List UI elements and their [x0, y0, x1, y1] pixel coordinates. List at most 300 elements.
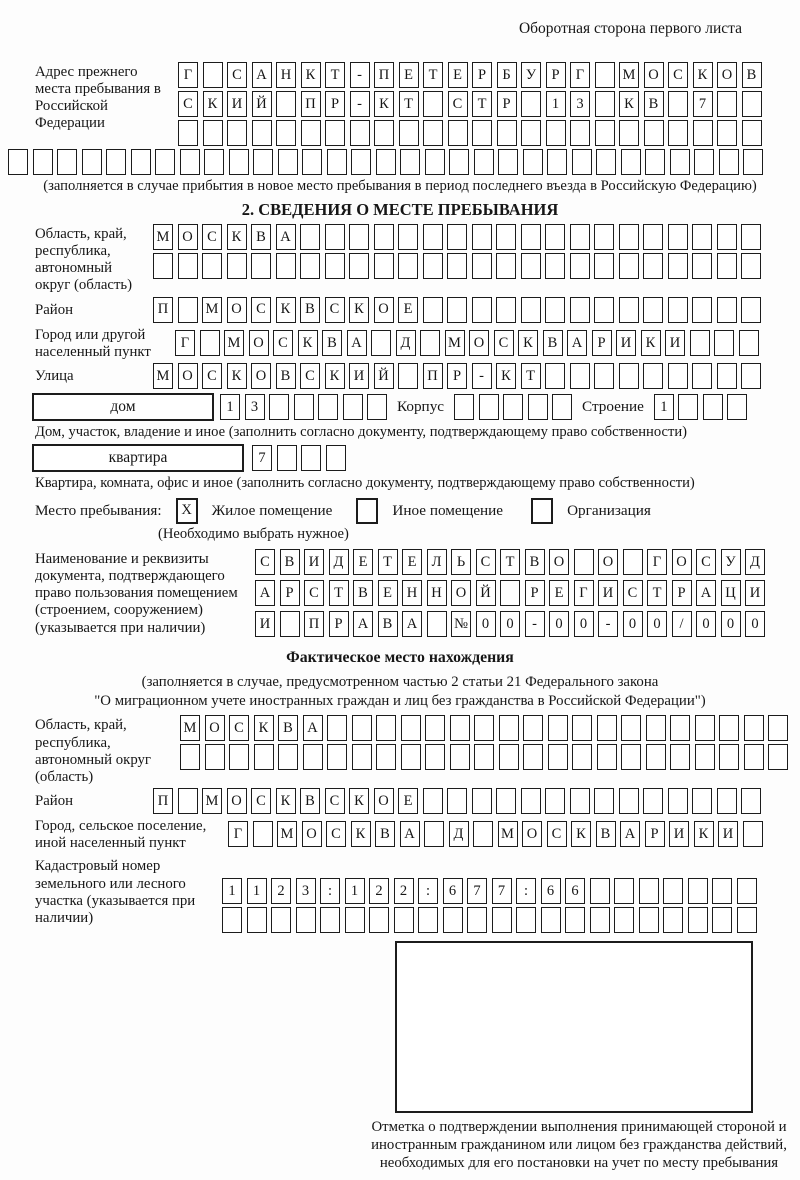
char-cell[interactable]: Р — [592, 330, 612, 356]
char-cell[interactable] — [521, 253, 541, 279]
char-cell[interactable]: С — [325, 788, 345, 814]
checkbox-other-premises[interactable] — [356, 498, 378, 524]
house-type-box[interactable]: дом — [32, 393, 214, 421]
char-cell[interactable]: М — [180, 715, 200, 741]
char-cell[interactable]: : — [320, 878, 340, 904]
char-cell[interactable] — [503, 394, 523, 420]
char-cell[interactable] — [325, 253, 345, 279]
char-cell[interactable]: С — [326, 821, 346, 847]
char-cell[interactable] — [203, 62, 223, 88]
char-cell[interactable]: 7 — [252, 445, 272, 471]
char-cell[interactable] — [663, 907, 683, 933]
char-cell[interactable] — [545, 224, 565, 250]
char-cell[interactable] — [300, 253, 320, 279]
char-cell[interactable] — [343, 394, 363, 420]
char-cell[interactable]: Т — [472, 91, 492, 117]
char-cell[interactable] — [276, 91, 296, 117]
char-cell[interactable] — [200, 330, 220, 356]
char-cell[interactable] — [744, 744, 764, 770]
char-cell[interactable] — [693, 120, 713, 146]
char-cell[interactable] — [423, 120, 443, 146]
char-cell[interactable] — [374, 224, 394, 250]
char-cell[interactable] — [423, 224, 443, 250]
char-cell[interactable]: И — [227, 91, 247, 117]
char-cell[interactable] — [521, 224, 541, 250]
char-cell[interactable]: М — [224, 330, 244, 356]
char-cell[interactable]: 0 — [476, 611, 496, 637]
char-cell[interactable] — [320, 907, 340, 933]
char-cell[interactable] — [523, 715, 543, 741]
char-cell[interactable]: О — [451, 580, 471, 606]
char-cell[interactable]: К — [325, 363, 345, 389]
char-cell[interactable]: Е — [398, 297, 418, 323]
apartment-type-box[interactable]: квартира — [32, 444, 244, 472]
char-cell[interactable] — [325, 120, 345, 146]
char-cell[interactable]: Р — [672, 580, 692, 606]
char-cell[interactable]: Т — [647, 580, 667, 606]
char-cell[interactable] — [743, 821, 763, 847]
char-cell[interactable] — [269, 394, 289, 420]
char-cell[interactable] — [398, 253, 418, 279]
char-cell[interactable] — [153, 253, 173, 279]
char-cell[interactable] — [646, 744, 666, 770]
char-cell[interactable]: И — [598, 580, 618, 606]
char-cell[interactable]: Т — [329, 580, 349, 606]
char-cell[interactable] — [712, 878, 732, 904]
char-cell[interactable]: А — [276, 224, 296, 250]
char-cell[interactable]: С — [494, 330, 514, 356]
char-cell[interactable] — [619, 224, 639, 250]
char-cell[interactable]: 0 — [721, 611, 741, 637]
char-cell[interactable]: К — [227, 224, 247, 250]
char-cell[interactable] — [280, 611, 300, 637]
char-cell[interactable]: Е — [402, 549, 422, 575]
char-cell[interactable]: Г — [178, 62, 198, 88]
char-cell[interactable] — [643, 788, 663, 814]
char-cell[interactable]: М — [445, 330, 465, 356]
char-cell[interactable]: Е — [448, 62, 468, 88]
char-cell[interactable] — [443, 907, 463, 933]
char-cell[interactable] — [303, 744, 323, 770]
char-cell[interactable]: 6 — [541, 878, 561, 904]
char-cell[interactable] — [719, 744, 739, 770]
char-cell[interactable] — [547, 149, 567, 175]
char-cell[interactable]: Л — [427, 549, 447, 575]
char-cell[interactable]: 6 — [443, 878, 463, 904]
char-cell[interactable] — [619, 253, 639, 279]
char-cell[interactable] — [643, 363, 663, 389]
char-cell[interactable]: Е — [353, 549, 373, 575]
char-cell[interactable]: 1 — [345, 878, 365, 904]
char-cell[interactable] — [737, 878, 757, 904]
char-cell[interactable]: 0 — [647, 611, 667, 637]
char-cell[interactable]: В — [742, 62, 762, 88]
char-cell[interactable] — [643, 253, 663, 279]
char-cell[interactable] — [668, 224, 688, 250]
char-cell[interactable] — [670, 715, 690, 741]
char-cell[interactable] — [614, 907, 634, 933]
char-cell[interactable] — [204, 149, 224, 175]
char-cell[interactable]: : — [418, 878, 438, 904]
char-cell[interactable] — [376, 715, 396, 741]
char-cell[interactable] — [227, 253, 247, 279]
char-cell[interactable]: - — [350, 91, 370, 117]
char-cell[interactable] — [420, 330, 440, 356]
char-cell[interactable]: А — [303, 715, 323, 741]
char-cell[interactable]: К — [351, 821, 371, 847]
char-cell[interactable] — [670, 744, 690, 770]
char-cell[interactable]: Т — [399, 91, 419, 117]
char-cell[interactable] — [180, 149, 200, 175]
char-cell[interactable]: С — [202, 224, 222, 250]
char-cell[interactable]: А — [620, 821, 640, 847]
char-cell[interactable] — [425, 744, 445, 770]
char-cell[interactable]: И — [304, 549, 324, 575]
char-cell[interactable]: Ц — [721, 580, 741, 606]
char-cell[interactable] — [178, 297, 198, 323]
char-cell[interactable] — [741, 297, 761, 323]
char-cell[interactable] — [703, 394, 723, 420]
char-cell[interactable]: 1 — [654, 394, 674, 420]
char-cell[interactable] — [418, 907, 438, 933]
char-cell[interactable] — [521, 788, 541, 814]
char-cell[interactable] — [595, 91, 615, 117]
char-cell[interactable] — [454, 394, 474, 420]
char-cell[interactable] — [768, 744, 788, 770]
char-cell[interactable] — [621, 744, 641, 770]
char-cell[interactable]: Р — [525, 580, 545, 606]
char-cell[interactable] — [737, 907, 757, 933]
char-cell[interactable] — [595, 120, 615, 146]
char-cell[interactable]: О — [522, 821, 542, 847]
char-cell[interactable]: 7 — [492, 878, 512, 904]
char-cell[interactable] — [717, 224, 737, 250]
char-cell[interactable]: Т — [378, 549, 398, 575]
char-cell[interactable] — [301, 445, 321, 471]
char-cell[interactable] — [717, 363, 737, 389]
char-cell[interactable] — [552, 394, 572, 420]
char-cell[interactable]: М — [202, 297, 222, 323]
char-cell[interactable] — [565, 907, 585, 933]
char-cell[interactable] — [644, 120, 664, 146]
char-cell[interactable] — [574, 549, 594, 575]
char-cell[interactable] — [521, 120, 541, 146]
char-cell[interactable] — [545, 297, 565, 323]
char-cell[interactable]: О — [598, 549, 618, 575]
char-cell[interactable] — [739, 330, 759, 356]
char-cell[interactable]: С — [229, 715, 249, 741]
char-cell[interactable] — [619, 788, 639, 814]
char-cell[interactable] — [374, 120, 394, 146]
char-cell[interactable] — [516, 907, 536, 933]
char-cell[interactable] — [400, 149, 420, 175]
char-cell[interactable] — [741, 788, 761, 814]
char-cell[interactable]: С — [227, 62, 247, 88]
char-cell[interactable]: Е — [378, 580, 398, 606]
char-cell[interactable]: В — [375, 821, 395, 847]
char-cell[interactable] — [496, 297, 516, 323]
char-cell[interactable] — [619, 297, 639, 323]
char-cell[interactable]: Ь — [451, 549, 471, 575]
char-cell[interactable]: - — [350, 62, 370, 88]
char-cell[interactable] — [229, 149, 249, 175]
char-cell[interactable]: 0 — [549, 611, 569, 637]
char-cell[interactable]: О — [249, 330, 269, 356]
char-cell[interactable] — [688, 878, 708, 904]
char-cell[interactable] — [278, 149, 298, 175]
char-cell[interactable]: О — [644, 62, 664, 88]
char-cell[interactable] — [425, 149, 445, 175]
char-cell[interactable] — [423, 788, 443, 814]
char-cell[interactable] — [178, 788, 198, 814]
char-cell[interactable] — [472, 297, 492, 323]
char-cell[interactable] — [523, 149, 543, 175]
char-cell[interactable]: 0 — [574, 611, 594, 637]
char-cell[interactable] — [8, 149, 28, 175]
char-cell[interactable]: М — [498, 821, 518, 847]
char-cell[interactable] — [178, 120, 198, 146]
char-cell[interactable] — [570, 297, 590, 323]
char-cell[interactable] — [499, 744, 519, 770]
char-cell[interactable]: 7 — [693, 91, 713, 117]
char-cell[interactable]: К — [694, 821, 714, 847]
char-cell[interactable] — [352, 744, 372, 770]
char-cell[interactable] — [447, 297, 467, 323]
char-cell[interactable] — [692, 297, 712, 323]
char-cell[interactable]: В — [644, 91, 664, 117]
char-cell[interactable]: О — [302, 821, 322, 847]
char-cell[interactable]: Й — [374, 363, 394, 389]
char-cell[interactable]: У — [521, 62, 541, 88]
char-cell[interactable] — [523, 744, 543, 770]
char-cell[interactable]: И — [255, 611, 275, 637]
char-cell[interactable]: Т — [325, 62, 345, 88]
char-cell[interactable] — [399, 120, 419, 146]
char-cell[interactable]: С — [304, 580, 324, 606]
char-cell[interactable]: С — [668, 62, 688, 88]
char-cell[interactable]: И — [349, 363, 369, 389]
char-cell[interactable] — [254, 744, 274, 770]
char-cell[interactable]: - — [472, 363, 492, 389]
char-cell[interactable] — [528, 394, 548, 420]
char-cell[interactable]: О — [717, 62, 737, 88]
char-cell[interactable]: С — [273, 330, 293, 356]
char-cell[interactable]: В — [543, 330, 563, 356]
char-cell[interactable]: Н — [276, 62, 296, 88]
char-cell[interactable] — [423, 253, 443, 279]
char-cell[interactable] — [247, 907, 267, 933]
char-cell[interactable] — [367, 394, 387, 420]
char-cell[interactable] — [744, 715, 764, 741]
char-cell[interactable]: Н — [402, 580, 422, 606]
char-cell[interactable]: К — [349, 297, 369, 323]
char-cell[interactable] — [327, 149, 347, 175]
char-cell[interactable]: А — [353, 611, 373, 637]
char-cell[interactable] — [694, 149, 714, 175]
char-cell[interactable] — [398, 224, 418, 250]
char-cell[interactable]: М — [619, 62, 639, 88]
char-cell[interactable] — [619, 363, 639, 389]
char-cell[interactable]: Г — [228, 821, 248, 847]
char-cell[interactable] — [472, 788, 492, 814]
char-cell[interactable] — [479, 394, 499, 420]
char-cell[interactable] — [595, 62, 615, 88]
char-cell[interactable]: С — [300, 363, 320, 389]
char-cell[interactable] — [639, 907, 659, 933]
char-cell[interactable]: 3 — [245, 394, 265, 420]
char-cell[interactable] — [349, 253, 369, 279]
char-cell[interactable] — [450, 715, 470, 741]
char-cell[interactable] — [572, 744, 592, 770]
char-cell[interactable] — [300, 224, 320, 250]
char-cell[interactable] — [597, 715, 617, 741]
char-cell[interactable] — [350, 120, 370, 146]
char-cell[interactable]: К — [518, 330, 538, 356]
char-cell[interactable]: У — [721, 549, 741, 575]
char-cell[interactable]: 3 — [570, 91, 590, 117]
char-cell[interactable]: К — [276, 297, 296, 323]
char-cell[interactable]: В — [322, 330, 342, 356]
char-cell[interactable] — [645, 149, 665, 175]
char-cell[interactable] — [668, 363, 688, 389]
char-cell[interactable] — [271, 907, 291, 933]
char-cell[interactable] — [717, 297, 737, 323]
char-cell[interactable]: Д — [449, 821, 469, 847]
char-cell[interactable] — [253, 149, 273, 175]
char-cell[interactable] — [325, 224, 345, 250]
char-cell[interactable] — [376, 744, 396, 770]
char-cell[interactable] — [594, 297, 614, 323]
char-cell[interactable]: С — [623, 580, 643, 606]
char-cell[interactable]: Т — [521, 363, 541, 389]
char-cell[interactable]: Р — [447, 363, 467, 389]
char-cell[interactable] — [712, 907, 732, 933]
char-cell[interactable] — [205, 744, 225, 770]
char-cell[interactable] — [450, 744, 470, 770]
char-cell[interactable] — [670, 149, 690, 175]
char-cell[interactable]: Р — [329, 611, 349, 637]
char-cell[interactable] — [714, 330, 734, 356]
char-cell[interactable]: К — [203, 91, 223, 117]
char-cell[interactable] — [472, 224, 492, 250]
char-cell[interactable] — [448, 120, 468, 146]
char-cell[interactable]: Е — [398, 788, 418, 814]
char-cell[interactable]: Р — [325, 91, 345, 117]
char-cell[interactable]: - — [598, 611, 618, 637]
char-cell[interactable] — [394, 907, 414, 933]
char-cell[interactable] — [229, 744, 249, 770]
char-cell[interactable]: С — [178, 91, 198, 117]
char-cell[interactable] — [401, 744, 421, 770]
char-cell[interactable]: О — [672, 549, 692, 575]
char-cell[interactable] — [643, 224, 663, 250]
char-cell[interactable]: Г — [175, 330, 195, 356]
char-cell[interactable]: О — [205, 715, 225, 741]
char-cell[interactable] — [717, 788, 737, 814]
char-cell[interactable] — [594, 363, 614, 389]
char-cell[interactable]: Й — [252, 91, 272, 117]
char-cell[interactable]: Й — [476, 580, 496, 606]
char-cell[interactable]: К — [227, 363, 247, 389]
char-cell[interactable]: А — [696, 580, 716, 606]
char-cell[interactable]: А — [347, 330, 367, 356]
char-cell[interactable] — [621, 715, 641, 741]
char-cell[interactable]: Д — [329, 549, 349, 575]
char-cell[interactable] — [318, 394, 338, 420]
char-cell[interactable] — [597, 744, 617, 770]
char-cell[interactable] — [768, 715, 788, 741]
char-cell[interactable] — [717, 120, 737, 146]
char-cell[interactable] — [33, 149, 53, 175]
char-cell[interactable] — [349, 224, 369, 250]
char-cell[interactable]: Р — [472, 62, 492, 88]
char-cell[interactable] — [222, 907, 242, 933]
char-cell[interactable] — [668, 91, 688, 117]
char-cell[interactable] — [646, 715, 666, 741]
char-cell[interactable] — [352, 715, 372, 741]
char-cell[interactable] — [449, 149, 469, 175]
char-cell[interactable]: О — [374, 788, 394, 814]
char-cell[interactable] — [374, 253, 394, 279]
char-cell[interactable] — [276, 120, 296, 146]
char-cell[interactable]: С — [251, 297, 271, 323]
char-cell[interactable] — [692, 253, 712, 279]
char-cell[interactable]: И — [616, 330, 636, 356]
char-cell[interactable]: В — [525, 549, 545, 575]
char-cell[interactable] — [727, 394, 747, 420]
char-cell[interactable]: А — [252, 62, 272, 88]
char-cell[interactable] — [423, 297, 443, 323]
char-cell[interactable] — [106, 149, 126, 175]
char-cell[interactable] — [643, 297, 663, 323]
char-cell[interactable]: Д — [745, 549, 765, 575]
char-cell[interactable] — [327, 715, 347, 741]
char-cell[interactable]: О — [227, 297, 247, 323]
char-cell[interactable]: К — [496, 363, 516, 389]
char-cell[interactable]: Т — [423, 62, 443, 88]
char-cell[interactable]: О — [178, 363, 198, 389]
char-cell[interactable]: 1 — [220, 394, 240, 420]
char-cell[interactable] — [427, 611, 447, 637]
char-cell[interactable]: Р — [645, 821, 665, 847]
char-cell[interactable]: С — [476, 549, 496, 575]
char-cell[interactable]: П — [153, 297, 173, 323]
char-cell[interactable]: К — [571, 821, 591, 847]
char-cell[interactable] — [690, 330, 710, 356]
char-cell[interactable]: - — [525, 611, 545, 637]
char-cell[interactable] — [590, 907, 610, 933]
char-cell[interactable]: О — [374, 297, 394, 323]
char-cell[interactable] — [401, 715, 421, 741]
char-cell[interactable]: П — [304, 611, 324, 637]
char-cell[interactable] — [474, 744, 494, 770]
char-cell[interactable] — [572, 149, 592, 175]
char-cell[interactable]: В — [280, 549, 300, 575]
char-cell[interactable] — [425, 715, 445, 741]
checkbox-residential[interactable]: X — [176, 498, 198, 524]
char-cell[interactable] — [570, 253, 590, 279]
char-cell[interactable]: Д — [396, 330, 416, 356]
char-cell[interactable] — [251, 253, 271, 279]
checkbox-organization[interactable] — [531, 498, 553, 524]
char-cell[interactable] — [719, 715, 739, 741]
char-cell[interactable]: О — [227, 788, 247, 814]
char-cell[interactable]: К — [619, 91, 639, 117]
char-cell[interactable]: П — [301, 91, 321, 117]
char-cell[interactable]: В — [276, 363, 296, 389]
char-cell[interactable]: В — [300, 297, 320, 323]
char-cell[interactable] — [301, 120, 321, 146]
